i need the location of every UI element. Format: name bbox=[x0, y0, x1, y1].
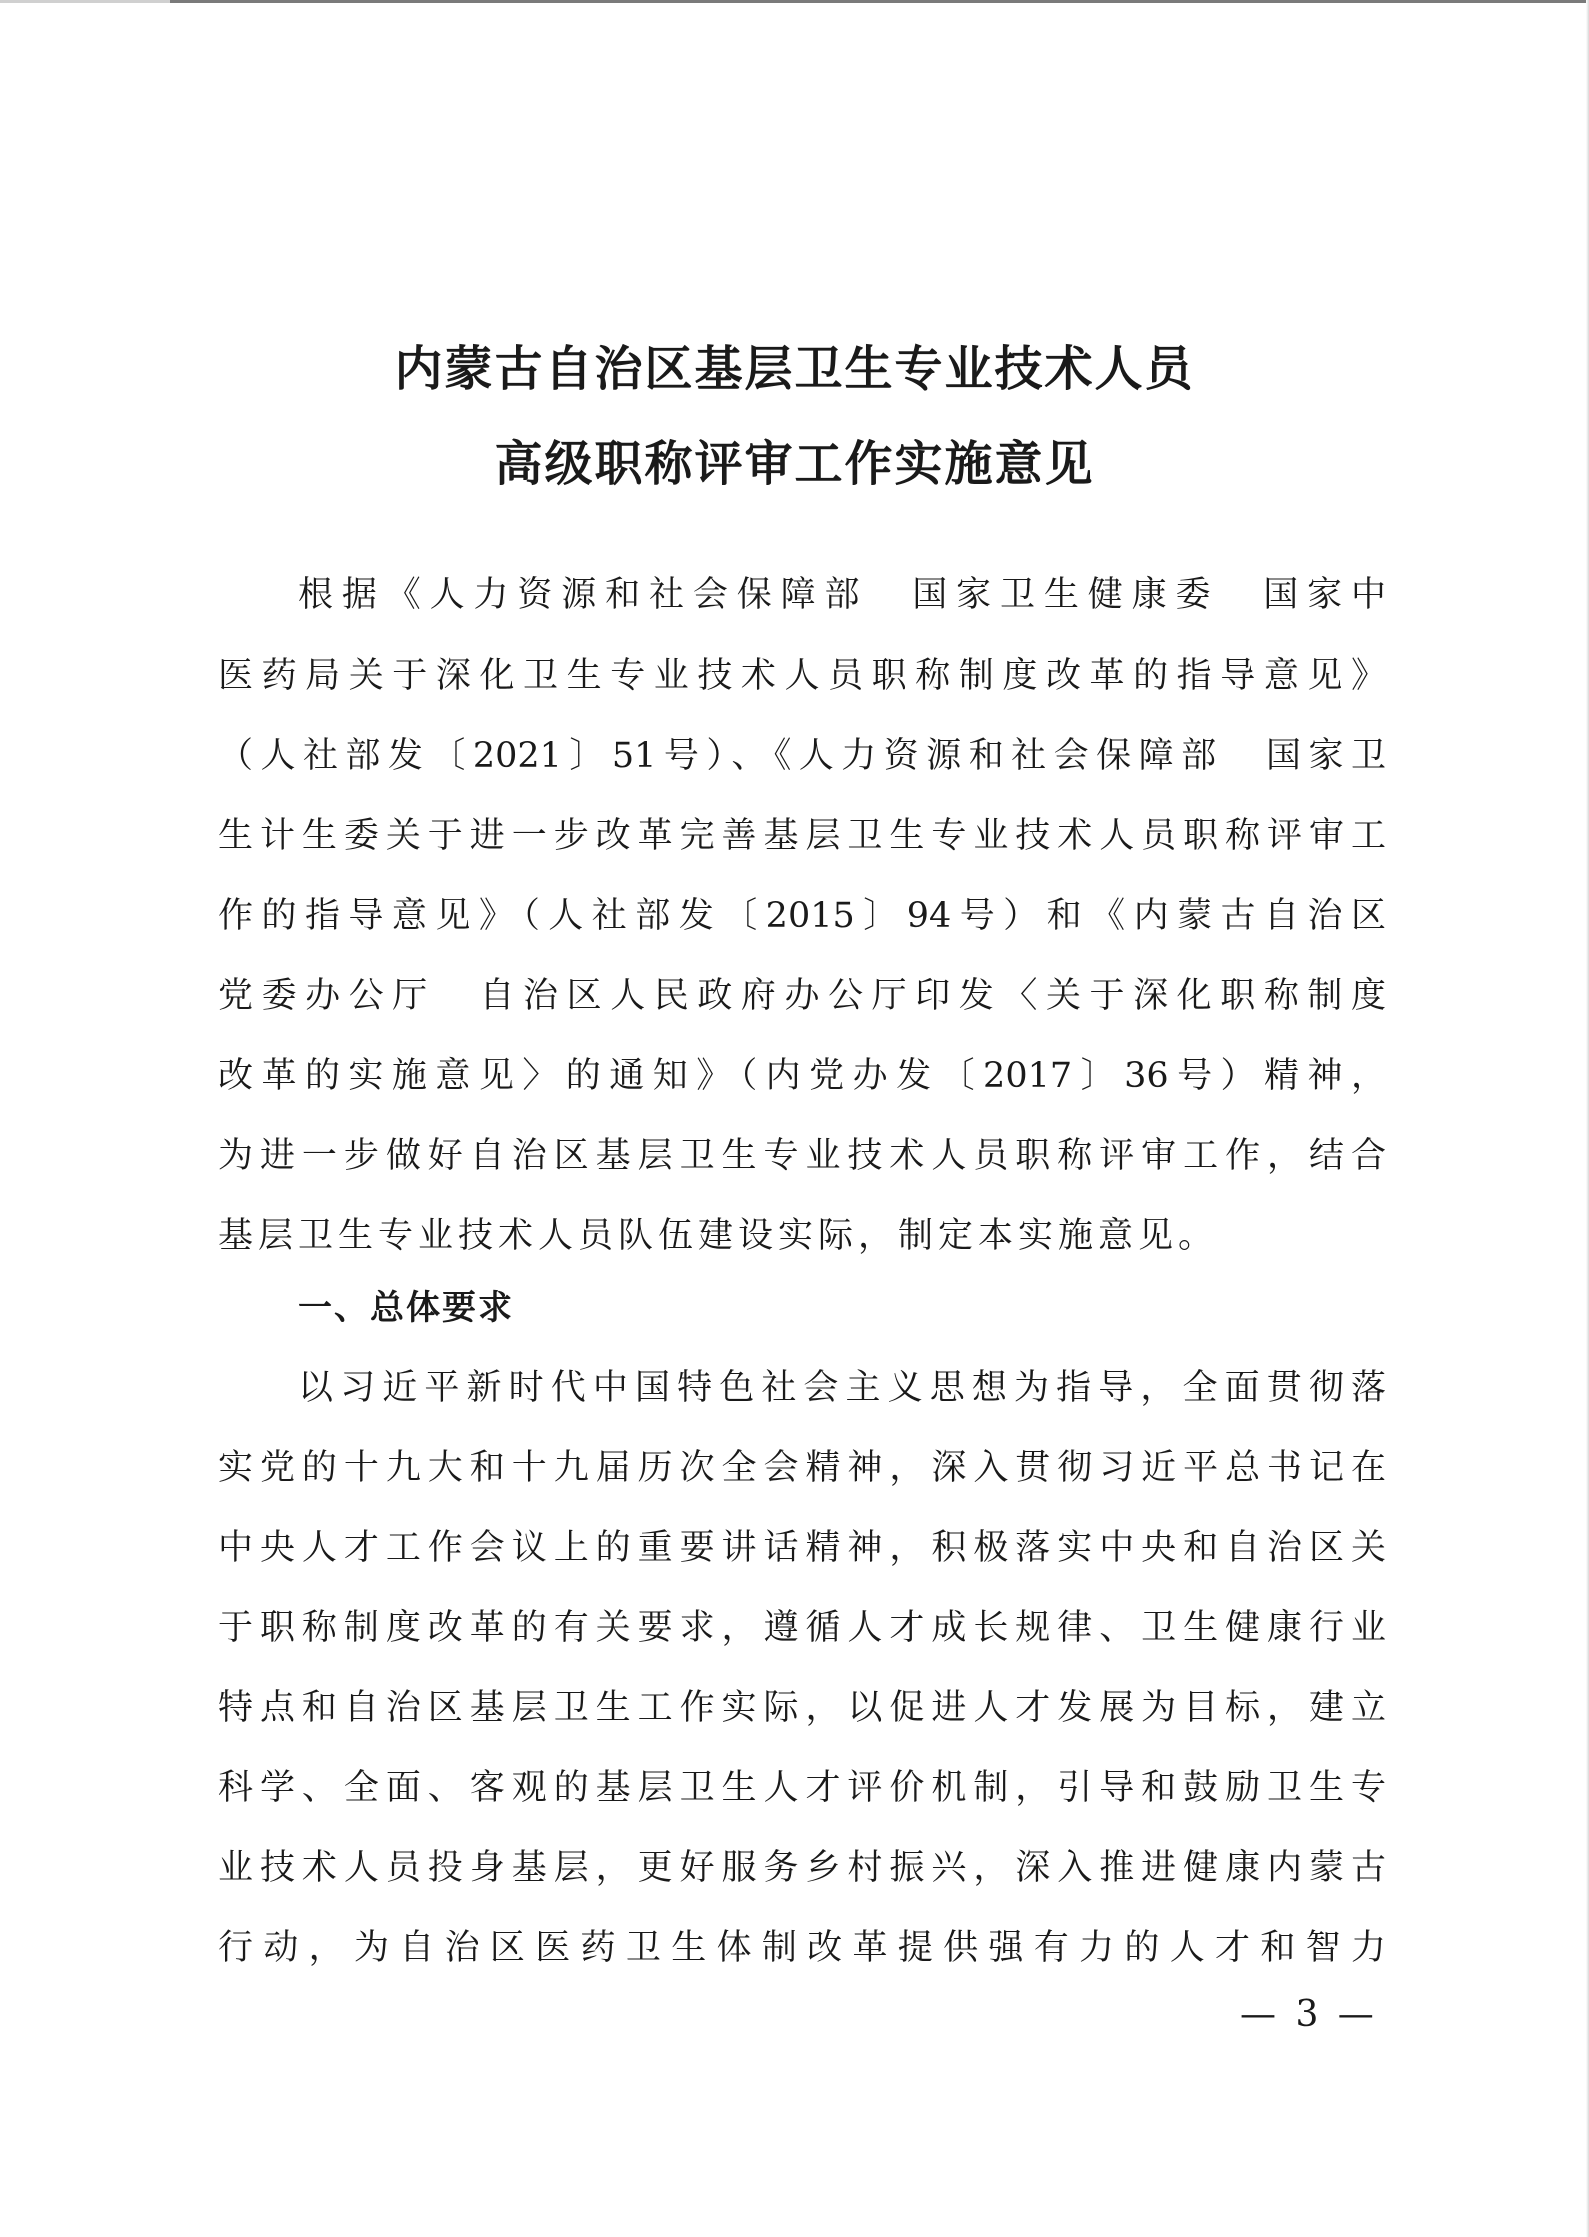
preamble-line: （人社部发〔2021〕51号）、《人力资源和社会保障部 国家卫 bbox=[218, 736, 1386, 776]
section1-line: 行动，为自治区医药卫生体制改革提供强有力的人才和智力 bbox=[218, 1928, 1386, 1968]
section1-line: 实党的十九大和十九届历次全会精神，深入贯彻习近平总书记在 bbox=[218, 1448, 1386, 1488]
section1-line: 以习近平新时代中国特色社会主义思想为指导，全面贯彻落 bbox=[298, 1368, 1386, 1408]
preamble-line: 根据《人力资源和社会保障部 国家卫生健康委 国家中 bbox=[298, 575, 1386, 615]
preamble-line: 基层卫生专业技术人员队伍建设实际，制定本实施意见。 bbox=[218, 1216, 1219, 1256]
section1-line: 科学、全面、客观的基层卫生人才评价机制，引导和鼓励卫生专 bbox=[218, 1768, 1386, 1808]
page-number: — 3 — bbox=[1240, 1994, 1378, 2035]
section1-line: 于职称制度改革的有关要求，遵循人才成长规律、卫生健康行业 bbox=[218, 1608, 1386, 1648]
scan-top-edge-right bbox=[170, 0, 1589, 3]
document-title-line-1: 内蒙古自治区基层卫生专业技术人员 bbox=[394, 341, 1195, 397]
preamble-line: 医药局关于深化卫生专业技术人员职称制度改革的指导意见》 bbox=[218, 656, 1386, 696]
preamble-line: 作的指导意见》（人社部发〔2015〕94号）和《内蒙古自治区 bbox=[218, 896, 1386, 936]
preamble-line: 生计生委关于进一步改革完善基层卫生专业技术人员职称评审工 bbox=[218, 816, 1386, 856]
preamble-line: 党委办公厅 自治区人民政府办公厅印发〈关于深化职称制度 bbox=[218, 976, 1386, 1016]
section1-line: 中央人才工作会议上的重要讲话精神，积极落实中央和自治区关 bbox=[218, 1528, 1386, 1568]
preamble-line: 为进一步做好自治区基层卫生专业技术人员职称评审工作，结合 bbox=[218, 1136, 1386, 1176]
document-title-line-2: 高级职称评审工作实施意见 bbox=[494, 436, 1095, 492]
section1-line: 业技术人员投身基层，更好服务乡村振兴，深入推进健康内蒙古 bbox=[218, 1848, 1386, 1888]
preamble-line: 改革的实施意见〉的通知》（内党办发〔2017〕36号）精神， bbox=[218, 1056, 1386, 1096]
section1-line: 特点和自治区基层卫生工作实际，以促进人才发展为目标，建立 bbox=[218, 1688, 1386, 1728]
scan-top-edge-left bbox=[0, 0, 170, 3]
section-heading-general-requirements: 一、总体要求 bbox=[298, 1288, 514, 1328]
